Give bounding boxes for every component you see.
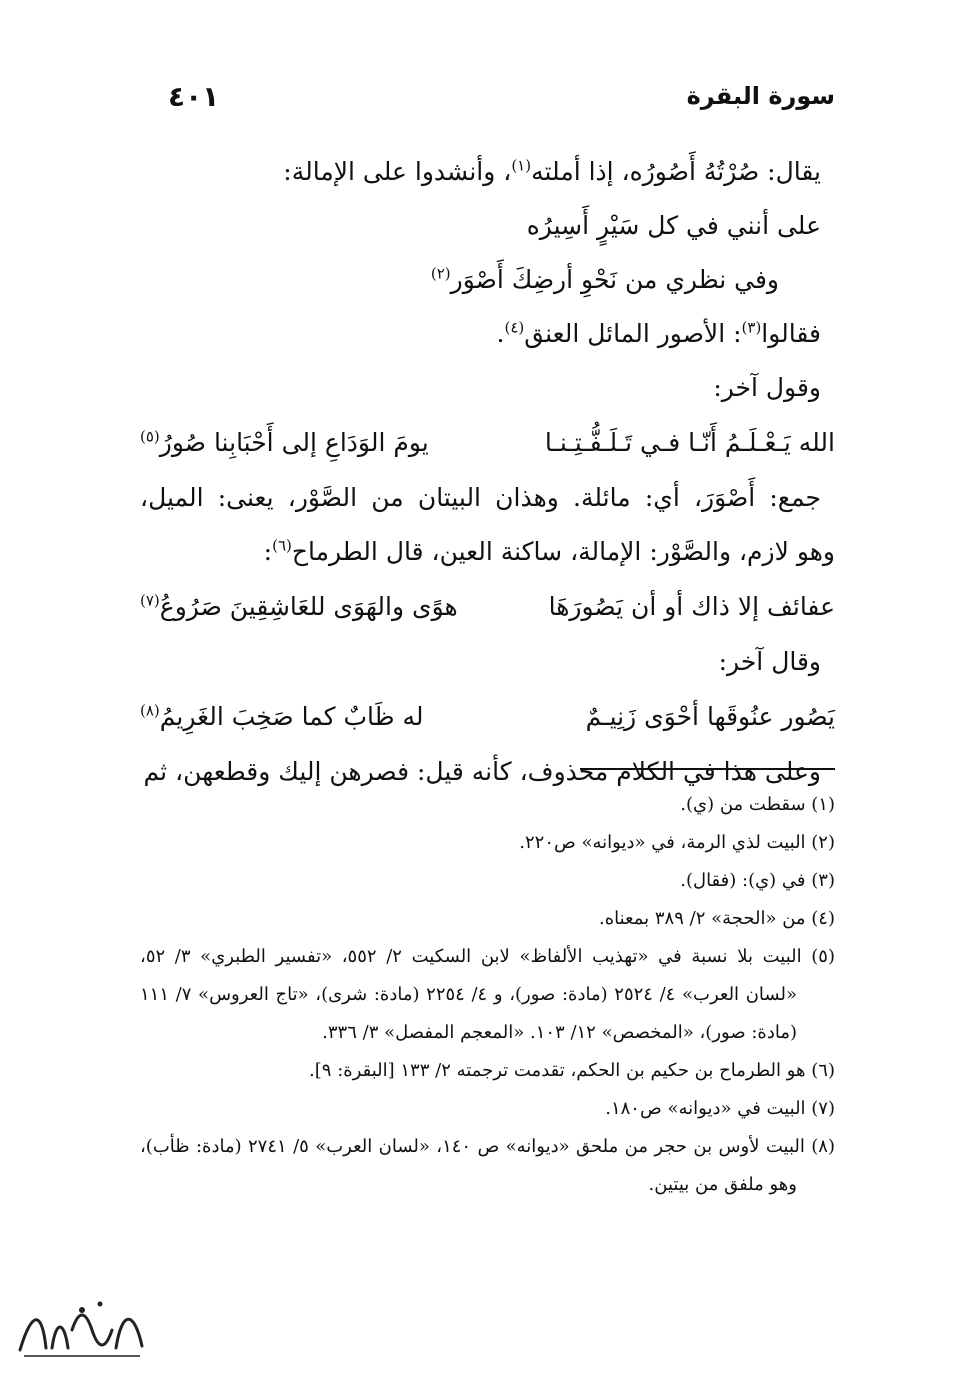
footnote-5: (٥) البيت بلا نسبة في «تهذيب الألفاظ» لابن السكيت ٢/ ٥٥٢، «تفسير الطبري» ٣/ ٥٢، «لسان العرب» ٤/ ٢٥٢٤ (مادة: صور)، و ٤/ ٢٢٥٤ (مادة: شرى)، «تاج العروس» ٧/ ١١١ (مادة: صور)، «المخصص» ١٢/ ١٠٣. «المعجم المفصل» ٣/ ٣٣٦. xyxy=(140,946,835,1043)
publisher-logo-icon xyxy=(12,1290,152,1365)
footnote-ref: (٥) xyxy=(140,427,160,446)
footnote-ref: (٨) xyxy=(140,701,160,720)
footnote-ref: (٦) xyxy=(272,536,292,555)
verse-second-hemistich: يومَ الوَدَاعِ إلى أَحْبَابِنا صُورُ$^{(٥)}$ xyxy=(140,427,429,457)
footnote-ref: (٢) xyxy=(430,264,451,283)
footnote-separator xyxy=(580,768,835,770)
footnotes xyxy=(140,786,835,1204)
main-text xyxy=(140,145,835,799)
verse-second-hemistich: له ظَابٌ كما صَخِبَ الغَرِيمُ$^{(٨)}$ xyxy=(140,701,424,731)
page-number: ٤٠١ xyxy=(168,80,220,113)
footnote-2: (٢) البيت لذي الرمة، في «ديوانه» ص٢٢٠. xyxy=(519,832,835,853)
page-header xyxy=(140,82,835,122)
footnote-6: (٦) هو الطرماح بن حكيم بن الحكم، تقدمت ترجمته ٢/ ١٣٣ [البقرة: ٩]. xyxy=(309,1060,835,1081)
footnote-ref: (٧) xyxy=(140,591,160,610)
footnote-ref: (٤) xyxy=(504,318,525,337)
poem-verse-1 xyxy=(140,415,835,471)
text-line-1: يقال: صُرْتُهُ أَصُورُه، إذا أملته$^{(١)}$، وأنشدوا على الإمالة: xyxy=(283,156,821,186)
verse-first-hemistich: يَصُور عنُوقَها أحْوَى زَنِيـمٌ xyxy=(585,702,835,731)
text-line-qala-akhar: وقال آخر: xyxy=(718,647,821,676)
sura-title: سورة البقرة xyxy=(686,82,835,110)
verse-second-hemistich: هوًى والهَوَى للعَاشِقِينَ صَرُوعُ$^{(٧)}$ xyxy=(140,591,458,621)
verse-line-hemistich-2: وفي نظري من نَحْوِ أرضِكَ أَصْوَر$^{(٢)}$ xyxy=(430,264,779,294)
footnote-1: (١) سقطت من (ي). xyxy=(680,794,835,815)
text-line-qalu: فقالوا$^{(٣)}$: الأصور المائل العنق$^{(٤)}$. xyxy=(496,318,821,348)
footnote-ref: (١) xyxy=(511,156,532,175)
text-line-qawl-akhar: وقول آخر: xyxy=(713,373,821,402)
footnote-3: (٣) في (ي): (فقال). xyxy=(680,870,835,891)
footnote-4: (٤) من «الحجة» ٢/ ٣٨٩ بمعناه. xyxy=(598,908,835,929)
verse-line-hemistich-1: على أنني في كل سَيْرٍ أَسِيرُه xyxy=(526,211,821,240)
verse-first-hemistich: عفائف إلا ذاك أو أن يَصُورَهَا xyxy=(548,592,835,621)
text-line-lazim: وهو لازم، والصَّوْر: الإمالة، ساكنة العين، قال الطرماح$^{(٦)}$: xyxy=(263,536,835,566)
text-line-last: وعلى هذا في الكلام محذوف، كأنه قيل: فصرهن إليك وقطعهن، ثم xyxy=(143,757,821,786)
footnote-ref: (٣) xyxy=(741,318,762,337)
verse-first-hemistich: الله يَـعْـلَـمُ أَنّـا فـي تَـلَـفُّـتِـنـا xyxy=(544,428,835,457)
footnote-8: (٨) البيت لأوس بن حجر من ملحق «ديوانه» ص ١٤٠، «لسان العرب» ٥/ ٢٧٤١ (مادة: ظأب)، وهو ملفق من بيتين. xyxy=(140,1136,835,1195)
poem-verse-2 xyxy=(140,579,835,635)
poem-verse-3 xyxy=(140,689,835,745)
footnote-7: (٧) البيت في «ديوانه» ص١٨٠. xyxy=(605,1098,835,1119)
text-line-jam: جمع: أَصْوَرَ، أي: مائلة. وهذان البيتان من الصَّوْر، يعنى: الميل، xyxy=(140,483,821,512)
